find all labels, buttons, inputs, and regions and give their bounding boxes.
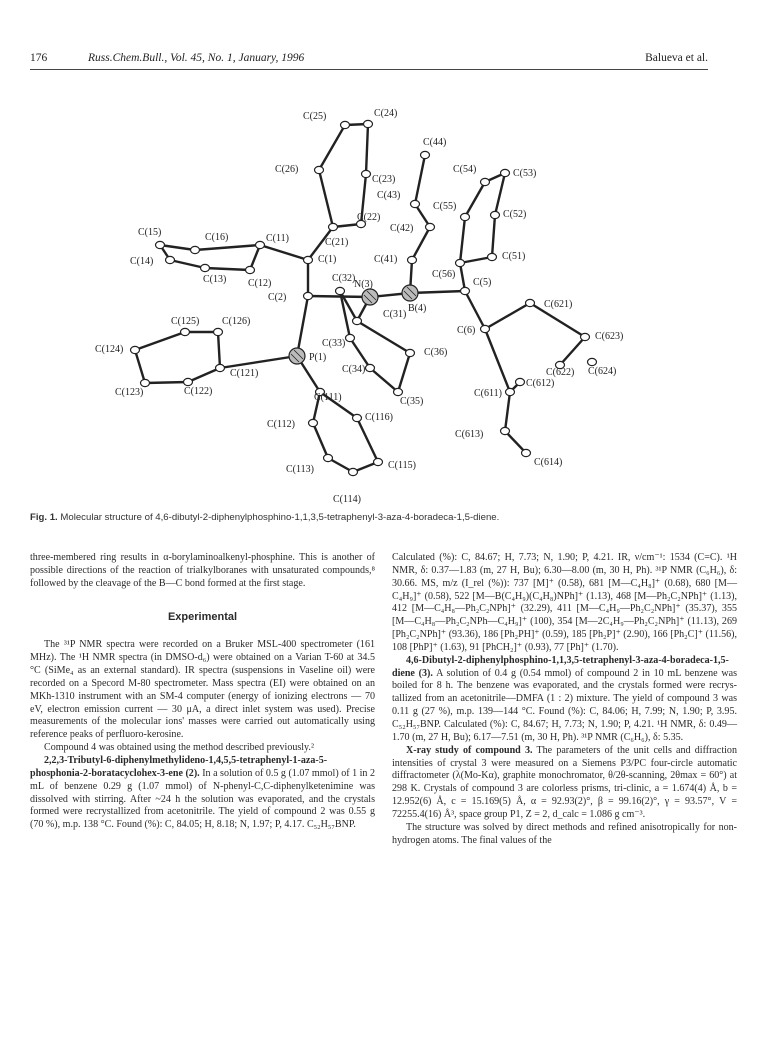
bond xyxy=(319,125,345,170)
atom-label: C(614) xyxy=(534,457,563,468)
atom-ellipsoid xyxy=(516,378,525,385)
atom-ellipsoid xyxy=(366,364,375,371)
atom-label: C(15) xyxy=(138,227,162,238)
bond xyxy=(313,423,328,458)
atom-label: C(33) xyxy=(322,338,346,349)
atom-label: C(6) xyxy=(457,325,476,336)
atom-label: C(126) xyxy=(222,316,251,327)
atom-ellipsoid xyxy=(374,458,383,465)
atom-label: C(56) xyxy=(432,269,456,280)
atom-ellipsoid xyxy=(191,246,200,253)
atom-label: C(623) xyxy=(595,331,624,342)
atom-label: C(123) xyxy=(115,387,144,398)
atom-label: C(124) xyxy=(95,344,124,355)
molecule-drawing xyxy=(95,100,660,505)
atom-ellipsoid xyxy=(526,299,535,306)
atom-label: C(611) xyxy=(474,388,502,399)
atom-label: C(21) xyxy=(325,237,349,248)
atom-label: C(116) xyxy=(365,412,393,423)
atom-label: C(32) xyxy=(332,273,356,284)
atom-ellipsoid xyxy=(406,349,415,356)
atom-ellipsoid xyxy=(256,241,265,248)
atom-label: C(121) xyxy=(230,368,259,379)
atom-label: C(16) xyxy=(205,232,229,243)
atom-ellipsoid xyxy=(315,166,324,173)
atom-label: C(13) xyxy=(203,274,227,285)
bond xyxy=(188,368,220,382)
paragraph: Calculated (%): C, 84.67; H, 7.73; N, 1.90; P, 4.21. IR, ν/cm⁻¹: 1534 (C=C). ¹H NMR, δ: 0.37—1.83 (m, 27 H, Bu); 6.30—8.00 (m, 30 H, Ph). ³¹P NMR (C₆H₆), δ: 30.66. MS, m/z (I_rel (%)): 737 [M]⁺ (0.58), 681 [M—C₄H₈]⁺ (0.68), 680 [M—C₄H₉]⁺ (0.58), 522 [M—B(C₄H₉)(C₄H₈)NPh]⁺ (1.13), 468 [M—Ph₂C₂NPh]⁺ (1.13), 412 [M—C₄H₈—Ph₂C₂NPh]⁺ (32.29), 411 [M—C₄H₉—Ph₂C₂NPh]⁺ (35.37), 355 [M—C₄H₈—Ph₂C₂NPh—C₄H₉]⁺ (100), 354 [M—2C₄H₉—Ph₂C₂NPh]⁺ (11.13), 269 [Ph₂C₂NPh]⁺ (93.36), 186 [Ph₂PH]⁺ (0.59), 185 [Ph₂P]⁺ (2.90), 166 [Ph₂C]⁺ (11.56), 108 [PhP]⁺ (1.63), 91 [PhCH₂]⁺ (0.93), 77 [Ph]⁺ (1.70). xyxy=(392,552,737,653)
atom-ellipsoid xyxy=(506,388,515,395)
subsection-text: The parameters of the unit cells and diffraction intensities of crystal 3 were measured on a Siemens P3/PC four-circle automatic diffractometer (λ(Mo-Kα), graphite monochromator, θ/2θ-scanning, 2θmax = 60°) at 298 K. Crystals of compound 3 are colorless prisms, tri-clinic, a = 1.674(4) Å, b = 12.952(6) Å, c = 15.169(5) Å, α = 92.93(2)°, β = 99.16(2)°, γ = 93.57°, V = 72255.4(16) Å³, space group P1, Z = 2, d_calc = 1.086 g cm⁻³. xyxy=(392,744,737,820)
atom-label: C(122) xyxy=(184,386,213,397)
atom-label: C(23) xyxy=(372,174,396,185)
bond xyxy=(366,124,368,174)
atom-ellipsoid xyxy=(491,211,500,218)
atom-label: C(43) xyxy=(377,190,401,201)
atom-ellipsoid xyxy=(346,334,355,341)
atom-label: C(621) xyxy=(544,299,573,310)
atom-ellipsoid xyxy=(364,120,373,127)
atom-label: C(31) xyxy=(383,309,407,320)
bond xyxy=(218,332,220,368)
atom-label: C(12) xyxy=(248,278,272,289)
paragraph: The structure was solved by direct methods and refined anisotropically for non-hydrogen atoms. The final values of the xyxy=(392,821,737,846)
atom-label: C(24) xyxy=(374,108,398,119)
atom-label: C(51) xyxy=(502,251,526,262)
bond xyxy=(485,329,510,392)
bond xyxy=(205,268,250,270)
atom-label: C(54) xyxy=(453,164,477,175)
bond xyxy=(460,217,465,263)
atom-ellipsoid xyxy=(289,348,305,364)
bond xyxy=(135,350,145,383)
atom-label: C(112) xyxy=(267,419,295,430)
atom-ellipsoid xyxy=(353,414,362,421)
atom-label: C(41) xyxy=(374,254,398,265)
paragraph: three-membered ring results in α-borylaminoalkenyl-phosphine. This is another of possible directions of the reaction of trialkylboranes with unsaturated compounds,⁸ followed by the cleavage of the B—C bond formed at the first stage. xyxy=(30,552,375,589)
compound-text: In a solution of 0.5 g (1.07 mmol) of 1 in 2 mL of benzene 0.29 g (1.07 mmol) of N-phenyl-C,C-diphenylketenimine was dissolved with stirring. After ~24 h the solution was evaporated, and the crystals formed were recrystallized from acetonitrile. The yield of compound 2 was 0.55 g (70 %), m.p. 138 °C. Found (%): C, 84.05; H, 8.18; N, 1.97; P, 4.17. C₅₂H₅₇BNP. xyxy=(30,767,375,831)
bond xyxy=(220,356,297,368)
authors: Balueva et al. xyxy=(645,52,708,64)
paragraph xyxy=(30,755,375,832)
atom-label: C(5) xyxy=(473,277,492,288)
atom-label: C(22) xyxy=(357,212,381,223)
atom-ellipsoid xyxy=(214,328,223,335)
atom-label: P(1) xyxy=(309,352,327,363)
atom-ellipsoid xyxy=(488,253,497,260)
atom-ellipsoid xyxy=(421,151,430,158)
bond xyxy=(415,155,425,204)
compound-title: 2,2,3-Tributyl-6-diphenylmethylideno-1,4,5,5-tetraphenyl-1-aza-5-phosphonia-2-boratacyclohex-3-ene (2). xyxy=(30,754,328,779)
molecular-structure-figure xyxy=(95,100,660,505)
atom-ellipsoid xyxy=(216,364,225,371)
atom-label: C(111) xyxy=(314,392,342,403)
right-column xyxy=(392,552,737,847)
caption-label: Fig. 1. xyxy=(30,512,58,523)
bond xyxy=(160,245,195,250)
atom-ellipsoid xyxy=(501,169,510,176)
bond xyxy=(357,321,410,353)
figure-caption xyxy=(30,512,735,523)
compound-text: A solution of 0.4 g (0.54 mmol) of compound 2 in 10 mL benzene was boiled for 8 h. The benzene was evaporated, and the crystals formed were recrys-tallized from an acetonitrile—DMFA (1 : 2) mixture. The yield of compound 3 was 0.11 g (27 %), m.p. 139—144 °C. Found (%): C, 84.06; H, 7.99; N, 1.90; P, 3.95. C₅₂H₅₇BNP. Calculated (%): C, 84.67; H, 7.73; N, 1.90; P, 4.21. ¹H NMR, δ: 0.49—1.70 (m, 27 H, Bu); 6.17—7.51 (m, 30 H, Ph). ³¹P NMR (C₆H₆), δ: 5.35. xyxy=(392,667,737,743)
atom-ellipsoid xyxy=(362,289,378,305)
atom-ellipsoid xyxy=(411,200,420,207)
paragraph: The ³¹P NMR spectra were recorded on a Bruker MSL-400 spectrometer (161 MHz). The ¹H NMR spectra (in DMSO-d₆) were obtained on a Varian T-60 at 34.5 °C (SiMe₄ as an external standard). IR spectra (suspensions in Vaseline oil) were recorded on a Specord M-80 spectrometer. Mass spectra (EI) were obtained on an MKh-1310 instrument with an SM-4 computer (energy of ionizing electrons — 70 eV, electron emission current — 30 μA, a direct inlet system was used). Precise measurements of the molecular ions' masses were carried out automatically using reference peaks of perfluoro-kerosine. xyxy=(30,639,375,741)
atom-label: C(1) xyxy=(318,254,337,265)
page-number: 176 xyxy=(30,52,48,64)
atom-ellipsoid xyxy=(309,419,318,426)
atom-ellipsoid xyxy=(461,213,470,220)
atom-label: C(36) xyxy=(424,347,448,358)
bond xyxy=(135,332,185,350)
atom-label: C(52) xyxy=(503,209,527,220)
atom-ellipsoid xyxy=(426,223,435,230)
atom-label: B(4) xyxy=(408,303,427,314)
bond xyxy=(260,245,308,260)
atom-label: C(2) xyxy=(268,292,287,303)
atom-label: C(55) xyxy=(433,201,457,212)
atom-label: C(114) xyxy=(333,494,361,505)
caption-text: Molecular structure of 4,6-dibutyl-2-diphenylphosphino-1,1,3,5-tetraphenyl-3-aza-4-boradeca-1,5-diene. xyxy=(60,512,500,523)
atom-label: C(125) xyxy=(171,316,200,327)
subsection-title: X-ray study of compound 3. xyxy=(406,744,533,756)
atom-ellipsoid xyxy=(341,121,350,128)
atom-ellipsoid xyxy=(461,287,470,294)
atom-ellipsoid xyxy=(353,317,362,324)
atom-ellipsoid xyxy=(481,178,490,185)
atom-ellipsoid xyxy=(181,328,190,335)
atom-ellipsoid xyxy=(362,170,371,177)
atom-ellipsoid xyxy=(201,264,210,271)
atom-label: C(612) xyxy=(526,378,555,389)
atom-ellipsoid xyxy=(184,378,193,385)
atom-label: C(11) xyxy=(266,233,289,244)
bond xyxy=(170,260,205,268)
atom-label: C(25) xyxy=(303,111,327,122)
atom-ellipsoid xyxy=(141,379,150,386)
atom-ellipsoid xyxy=(522,449,531,456)
atom-ellipsoid xyxy=(166,256,175,263)
bond xyxy=(560,337,585,365)
atom-ellipsoid xyxy=(394,388,403,395)
atom-label: C(613) xyxy=(455,429,484,440)
bond xyxy=(465,182,485,217)
compound-title: 4,6-Dibutyl-2-diphenylphosphino-1,1,3,5-tetraphenyl-3-aza-4-boradeca-1,5-diene (3). xyxy=(392,654,729,679)
atom-label: C(115) xyxy=(388,460,416,471)
bond xyxy=(412,227,430,260)
header-rule xyxy=(30,69,708,70)
atom-label: C(624) xyxy=(588,366,617,377)
atom-label: C(113) xyxy=(286,464,314,475)
bond xyxy=(319,170,333,227)
bond xyxy=(465,291,485,329)
atom-ellipsoid xyxy=(501,427,510,434)
atom-ellipsoid xyxy=(588,358,597,365)
atom-ellipsoid xyxy=(336,287,345,294)
atom-ellipsoid xyxy=(156,241,165,248)
atom-ellipsoid xyxy=(324,454,333,461)
journal-citation: Russ.Chem.Bull., Vol. 45, No. 1, January, 1996 xyxy=(88,52,305,64)
atom-ellipsoid xyxy=(402,285,418,301)
bond xyxy=(398,353,410,392)
bond xyxy=(195,245,260,250)
atom-label: N(3) xyxy=(354,279,373,290)
section-heading: Experimental xyxy=(167,610,238,623)
bond xyxy=(145,382,188,383)
atom-label: C(44) xyxy=(423,137,447,148)
atom-ellipsoid xyxy=(246,266,255,273)
paragraph: Compound 4 was obtained using the method described previously.² xyxy=(44,742,314,754)
bond xyxy=(460,263,465,291)
atom-ellipsoid xyxy=(304,256,313,263)
running-header xyxy=(30,52,708,70)
bond xyxy=(505,392,510,431)
atom-ellipsoid xyxy=(329,223,338,230)
bond xyxy=(308,296,370,297)
bond xyxy=(492,215,495,257)
atom-label: C(622) xyxy=(546,367,575,378)
left-column xyxy=(30,552,375,832)
bond xyxy=(485,303,530,329)
atom-ellipsoid xyxy=(349,468,358,475)
atom-ellipsoid xyxy=(581,333,590,340)
bond xyxy=(357,418,378,462)
atom-label: C(35) xyxy=(400,396,424,407)
atom-ellipsoid xyxy=(481,325,490,332)
atom-ellipsoid xyxy=(131,346,140,353)
atom-label: C(53) xyxy=(513,168,537,179)
paragraph xyxy=(392,655,737,745)
atom-label: C(14) xyxy=(130,256,154,267)
atom-label: C(26) xyxy=(275,164,299,175)
atom-ellipsoid xyxy=(408,256,417,263)
bond xyxy=(297,296,308,356)
bond xyxy=(370,368,398,392)
paragraph xyxy=(392,745,737,822)
atom-label: C(34) xyxy=(342,364,366,375)
atom-label: C(42) xyxy=(390,223,414,234)
atom-ellipsoid xyxy=(304,292,313,299)
atom-ellipsoid xyxy=(456,259,465,266)
